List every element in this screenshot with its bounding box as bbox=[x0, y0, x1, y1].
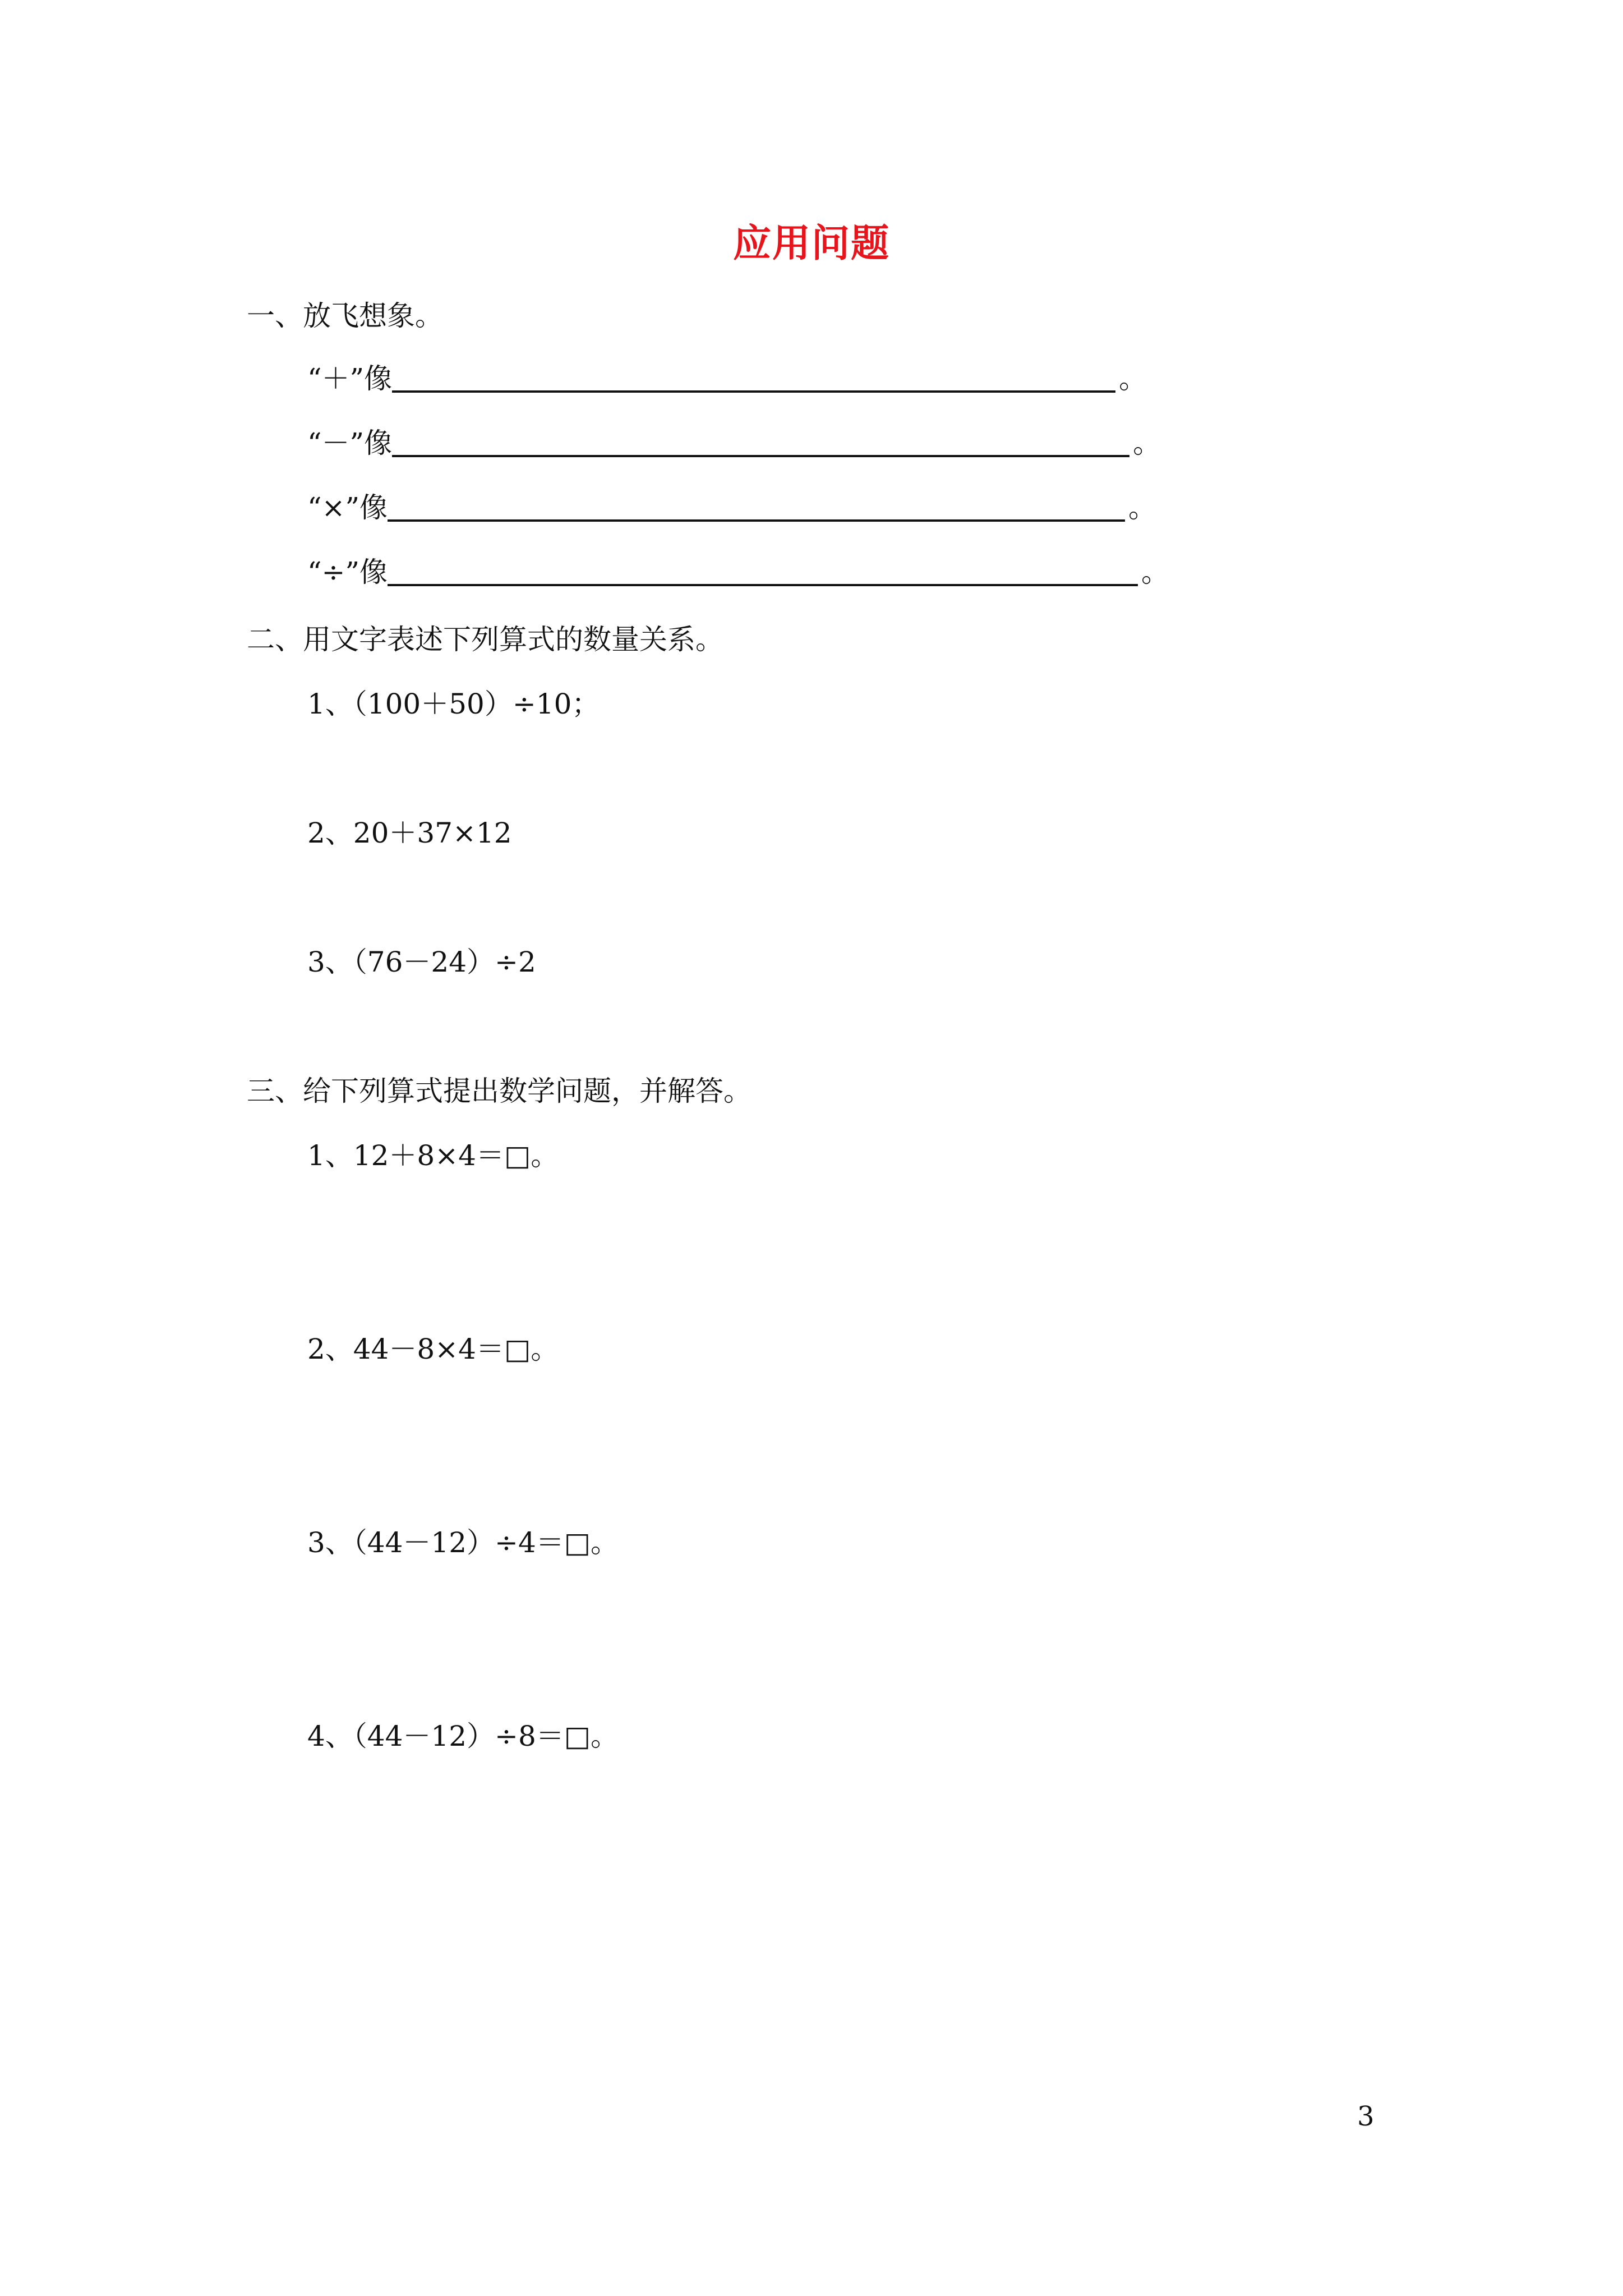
row-end-mark: 。 bbox=[1133, 427, 1161, 459]
imagine-row-label: “＋”像 bbox=[307, 362, 393, 395]
expression-item: 3、（76－24）÷2 bbox=[307, 946, 536, 978]
imagine-row-label: “×”像 bbox=[307, 491, 388, 524]
imagine-row-divide bbox=[307, 553, 1169, 592]
imagine-row-label: “÷”像 bbox=[307, 556, 388, 588]
problem-item: 4、（44－12）÷8＝□。 bbox=[307, 1720, 619, 1752]
answer-blank-line[interactable] bbox=[388, 584, 1138, 586]
row-end-mark: 。 bbox=[1119, 362, 1147, 395]
problem-item: 3、（44－12）÷4＝□。 bbox=[307, 1526, 619, 1559]
expression-item: 1、（100＋50）÷10； bbox=[307, 688, 600, 720]
section-1-heading: 一、放飞想象。 bbox=[247, 300, 443, 332]
section-3-heading: 三、给下列算式提出数学问题，并解答。 bbox=[247, 1075, 751, 1107]
answer-blank-line[interactable] bbox=[392, 390, 1115, 393]
row-end-mark: 。 bbox=[1128, 491, 1157, 524]
expression-item: 2、20＋37×12 bbox=[307, 817, 512, 849]
imagine-row-label: “－”像 bbox=[307, 427, 393, 459]
row-end-mark: 。 bbox=[1141, 556, 1170, 588]
answer-blank-line[interactable] bbox=[388, 519, 1125, 522]
section-2-heading: 二、用文字表述下列算式的数量关系。 bbox=[247, 623, 723, 656]
problem-item: 2、44－8×4＝□。 bbox=[307, 1333, 559, 1365]
imagine-row-times bbox=[307, 488, 1156, 527]
answer-blank-line[interactable] bbox=[392, 455, 1129, 457]
page-title: 应用问题 bbox=[732, 221, 890, 266]
problem-item: 1、12＋8×4＝□。 bbox=[307, 1139, 559, 1172]
page-number: 3 bbox=[1357, 2101, 1375, 2132]
imagine-row-minus bbox=[307, 424, 1161, 463]
imagine-row-plus bbox=[307, 359, 1147, 398]
